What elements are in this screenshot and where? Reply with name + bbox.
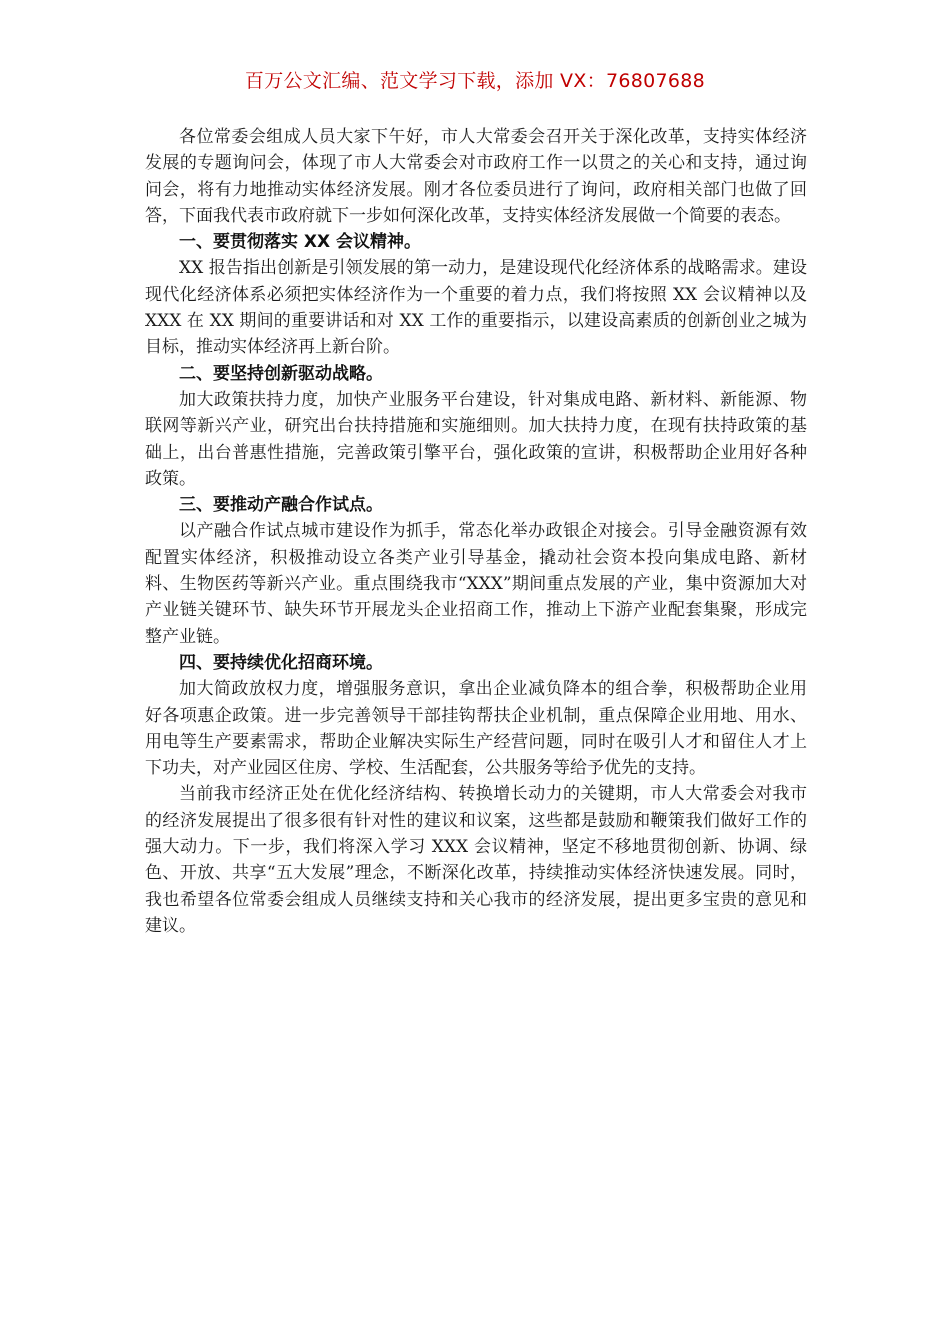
section-body-3: 以产融合作试点城市建设作为抓手，常态化举办政银企对接会。引导金融资源有效配置实体经济，积极推动设立各类产业引导基金，撬动社会资本投向集成电路、新材料、生物医药等新兴产业。重点围绕我市“XXX”期间重点发展的产业，集中资源加大对产业链关键环节、缺失环节开展龙头企业招商工作，推动上下游产业配套集聚，形成完整产业链。 xyxy=(145,521,807,647)
section-body-4: 加大简政放权力度，增强服务意识，拿出企业减负降本的组合拳，积极帮助企业用好各项惠企政策。进一步完善领导干部挂钩帮扶企业机制，重点保障企业用地、用水、用电等生产要素需求，帮助企业解决实际生产经营问题，同时在吸引人才和留住人才上下功夫，对产业园区住房、学校、生活配套，公共服务等给予优先的支持。 xyxy=(145,679,807,779)
section-heading-1: 一、要贯彻落实 XX 会议精神。 xyxy=(179,232,422,253)
document-body xyxy=(145,124,807,939)
section-heading-3: 三、要推动产融合作试点。 xyxy=(179,495,383,516)
watermark-banner: 百万公文汇编、范文学习下载，添加 VX：76807688 xyxy=(244,70,706,92)
intro-paragraph: 各位常委会组成人员大家下午好，市人大常委会召开关于深化改革，支持实体经济发展的专题询问会，体现了市人大常委会对市政府工作一以贯之的关心和支持，通过询问会，将有力地推动实体经济发展。刚才各位委员进行了询问，政府相关部门也做了回答，下面我代表市政府就下一步如何深化改革，支持实体经济发展做一个简要的表态。 xyxy=(145,127,807,226)
section-heading-4: 四、要持续优化招商环境。 xyxy=(179,652,383,673)
section-heading-2: 二、要坚持创新驱动战略。 xyxy=(179,363,383,384)
section-body-2: 加大政策扶持力度，加快产业服务平台建设，针对集成电路、新材料、新能源、物联网等新兴产业，研究出台扶持措施和实施细则。加大扶持力度，在现有扶持政策的基础上，出台普惠性措施，完善政策引擎平台，强化政策的宣讲，积极帮助企业用好各种政策。 xyxy=(145,389,807,489)
closing-paragraph: 当前我市经济正处在优化经济结构、转换增长动力的关键期，市人大常委会对我市的经济发展提出了很多很有针对性的建议和议案，这些都是鼓励和鞭策我们做好工作的强大动力。下一步，我们将深入学习 XXX 会议精神，坚定不移地贯彻创新、协调、绿色、开放、共享“五大发展”理念，不断深化改革，持续推动实体经济快速发展。同时，我也希望各位常委会组成人员继续支持和关心我市的经济发展，提出更多宝贵的意见和建议。 xyxy=(145,784,807,936)
section-body-1: XX 报告指出创新是引领发展的第一动力，是建设现代化经济体系的战略需求。建设现代化经济体系必须把实体经济作为一个重要的着力点，我们将按照 XX 会议精神以及 XXX 在 XX 期间的重要讲话和对 XX 工作的重要指示，以建设高素质的创新创业之城为目标，推动实体经济再上新台阶。 xyxy=(145,258,807,358)
